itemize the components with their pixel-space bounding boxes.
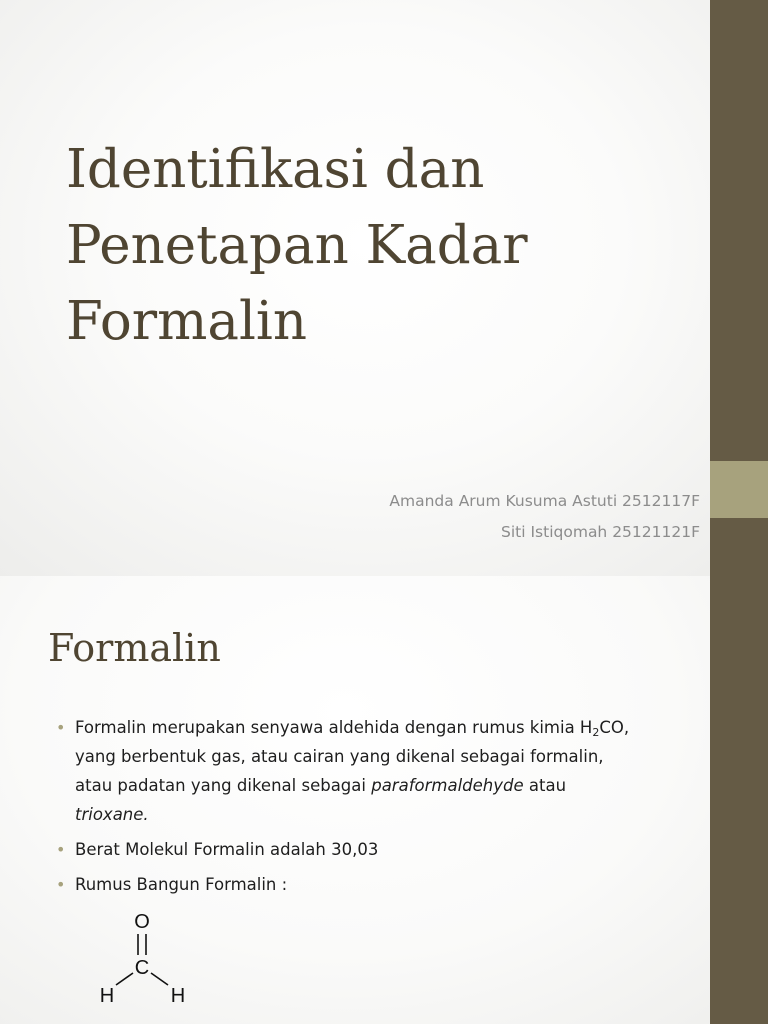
formaldehyde-structure-diagram bbox=[92, 910, 202, 1010]
single-bond-right bbox=[151, 973, 168, 985]
bullet-text: CO, yang berbentuk gas, atau cairan yang dikenal sebagai formalin, atau padatan yang dikenal sebagai bbox=[75, 718, 630, 795]
bullet-item-definition bbox=[54, 713, 644, 829]
bullet-icon: • bbox=[56, 840, 66, 859]
bullet-list bbox=[54, 713, 644, 905]
author-1: Amanda Arum Kusuma Astuti 2512117F bbox=[389, 492, 700, 510]
title-line-2: Penetapan Kadar bbox=[66, 215, 528, 276]
bullet-item-structure bbox=[54, 870, 644, 899]
hydrogen-atom-right: H bbox=[170, 985, 186, 1007]
slide-title: Formalin bbox=[48, 626, 221, 670]
italic-term: paraformaldehyde bbox=[371, 776, 524, 795]
bullet-text: Berat Molekul Formalin adalah 30,03 bbox=[75, 840, 379, 859]
bullet-icon: • bbox=[56, 875, 66, 894]
italic-term: trioxane. bbox=[75, 805, 149, 824]
subscript: 2 bbox=[592, 726, 600, 739]
sidebar-band bbox=[710, 576, 768, 1024]
bullet-item-molecular-weight bbox=[54, 835, 644, 864]
author-2: Siti Istiqomah 25121121F bbox=[501, 523, 700, 541]
sidebar-accent-block bbox=[710, 461, 768, 518]
authors-block bbox=[200, 486, 700, 548]
oxygen-atom: O bbox=[134, 911, 150, 933]
title-line-3: Formalin bbox=[66, 291, 308, 352]
single-bond-left bbox=[116, 973, 133, 985]
bullet-text: Formalin merupakan senyawa aldehida dengan rumus kimia H bbox=[75, 718, 593, 737]
carbon-atom: C bbox=[134, 957, 150, 979]
bullet-text: atau bbox=[523, 776, 567, 795]
hydrogen-atom-left: H bbox=[99, 985, 115, 1007]
bullet-icon: • bbox=[56, 718, 66, 737]
title-line-1: Identifikasi dan bbox=[66, 139, 485, 200]
slide-title bbox=[66, 132, 686, 360]
bullet-text: Rumus Bangun Formalin : bbox=[75, 875, 288, 894]
formalin-slide bbox=[0, 576, 768, 1024]
